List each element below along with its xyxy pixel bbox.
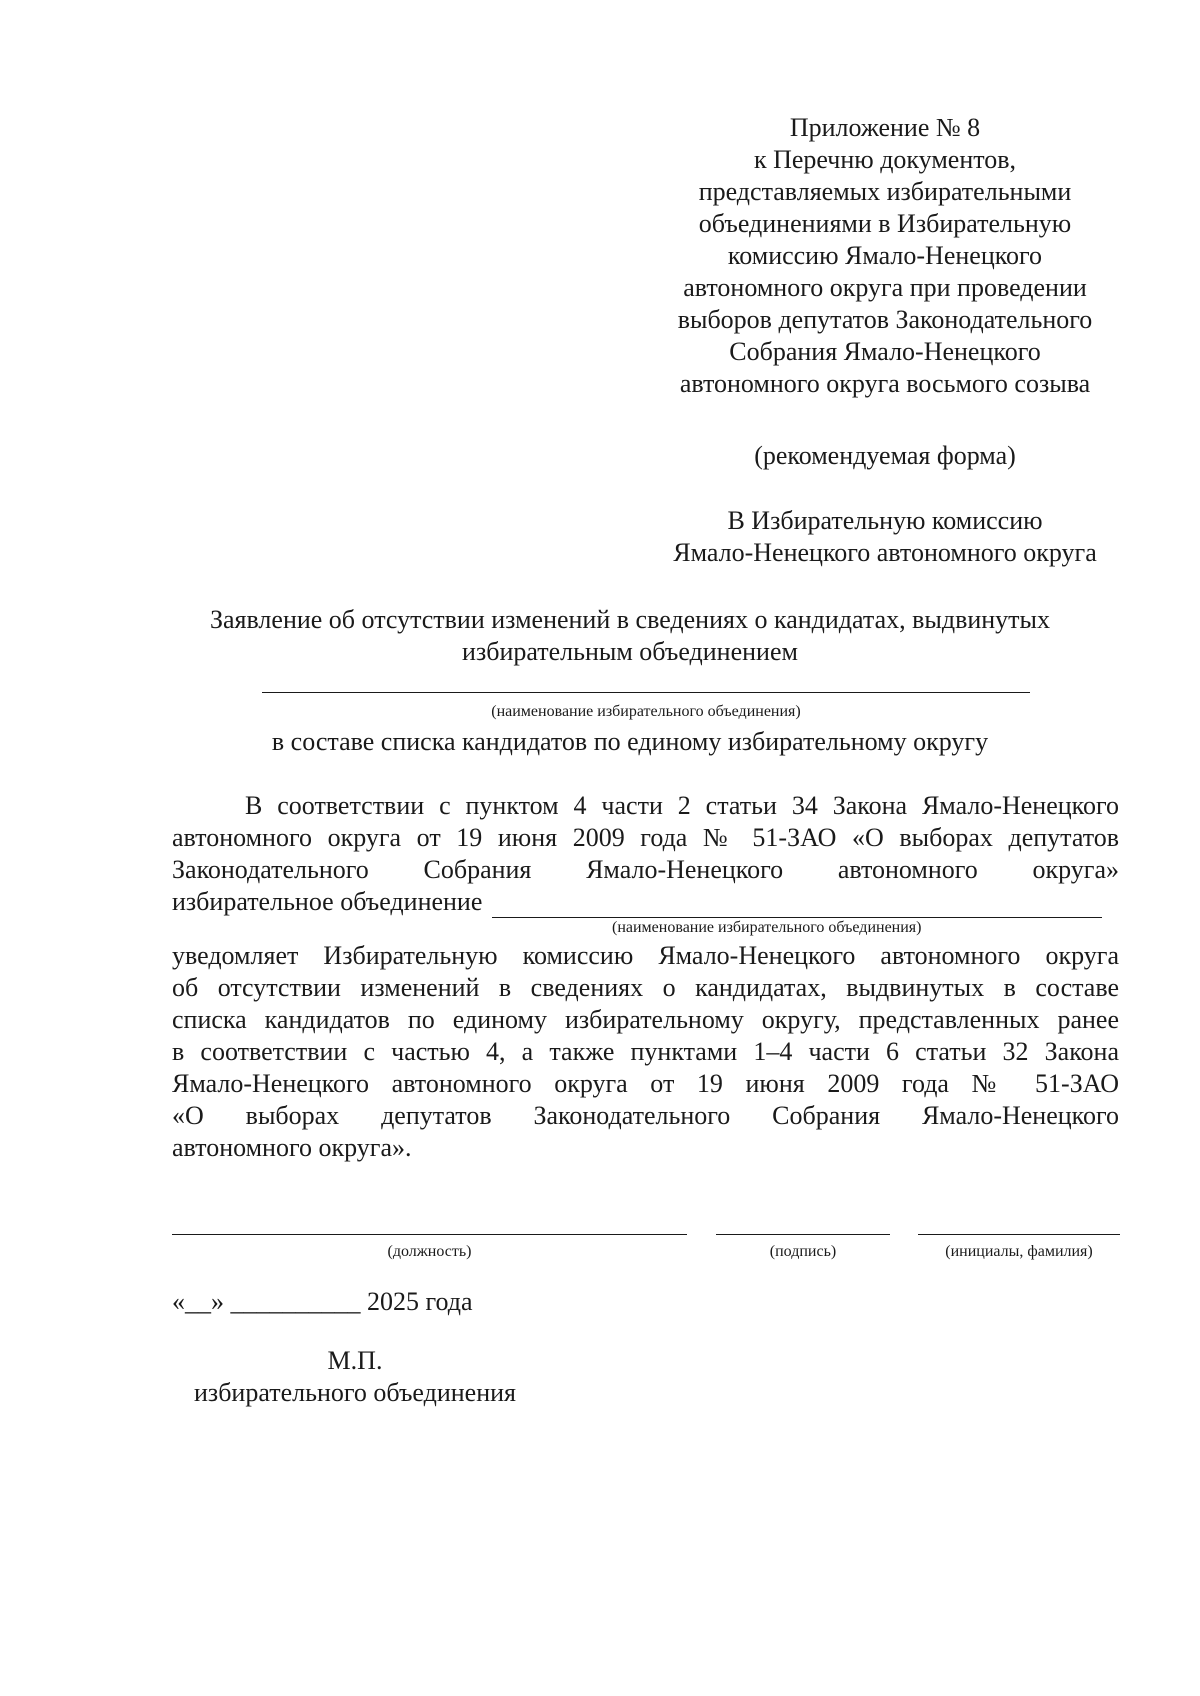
organization-inline-label: избирательное объединение bbox=[172, 887, 483, 916]
appendix-line: Приложение № 8 bbox=[789, 113, 981, 142]
date-field[interactable]: «__» __________ 2025 года bbox=[172, 1287, 473, 1316]
stamp-placeholder bbox=[170, 1345, 540, 1409]
organization-inline-row bbox=[172, 886, 1119, 918]
body-line: «О выборах депутатов Законодательного Собрания Ямало-Ненецкого bbox=[172, 1101, 1119, 1130]
appendix-line: автономного округа восьмого созыва bbox=[679, 369, 1091, 398]
appendix-line: автономного округа при проведении bbox=[683, 273, 1087, 302]
organization-name-caption: (наименование избирательного объединения) bbox=[491, 703, 801, 720]
statement-body bbox=[172, 790, 1119, 1164]
appendix-line: Собрания Ямало-Ненецкого bbox=[729, 337, 1041, 366]
appendix-line: выборов депутатов Законодательного bbox=[677, 305, 1093, 334]
list-subtitle: в составе списка кандидатов по единому избирательному округу bbox=[271, 727, 989, 756]
body-line: списка кандидатов по единому избирательному округу, представленных ранее bbox=[172, 1005, 1119, 1034]
body-line: Законодательного Собрания Ямало-Ненецкого автономного округа» bbox=[172, 855, 1119, 884]
signature-caption: (подпись) bbox=[769, 1243, 837, 1260]
organization-inline-caption: (наименование избирательного объединения) bbox=[612, 919, 922, 936]
body-line: автономного округа от 19 июня 2009 года № 51-ЗАО «О выборах депутатов bbox=[172, 823, 1119, 852]
body-line: В соответствии с пунктом 4 части 2 статьи 34 Закона Ямало-Ненецкого bbox=[245, 791, 1119, 820]
addressee-line: В Избирательную комиссию bbox=[727, 506, 1043, 535]
recommended-form-note: (рекомендуемая форма) bbox=[754, 441, 1016, 470]
body-line: Ямало-Ненецкого автономного округа от 19 июня 2009 года № 51-ЗАО bbox=[172, 1069, 1119, 1098]
appendix-line: объединениями в Избирательную bbox=[698, 209, 1072, 238]
position-caption: (должность) bbox=[387, 1243, 472, 1260]
full-name-blank[interactable] bbox=[918, 1234, 1120, 1235]
addressee-line: Ямало-Ненецкого автономного округа bbox=[673, 538, 1097, 567]
signature-blank[interactable] bbox=[716, 1234, 890, 1235]
organization-inline-blank[interactable] bbox=[492, 893, 1102, 918]
full-name-caption: (инициалы, фамилия) bbox=[945, 1243, 1093, 1260]
title-line: Заявление об отсутствии изменений в сведениях о кандидатах, выдвинутых bbox=[209, 605, 1051, 634]
body-line: в соответствии с частью 4, а также пунктами 1–4 части 6 статьи 32 Закона bbox=[172, 1037, 1119, 1066]
body-line: автономного округа». bbox=[172, 1133, 412, 1162]
body-line: уведомляет Избирательную комиссию Ямало-Ненецкого автономного округа bbox=[172, 941, 1119, 970]
stamp-line: избирательного объединения bbox=[194, 1378, 516, 1407]
appendix-line: комиссию Ямало-Ненецкого bbox=[727, 241, 1043, 270]
appendix-line: представляемых избирательными bbox=[698, 177, 1072, 206]
appendix-line: к Перечню документов, bbox=[753, 145, 1017, 174]
document-title bbox=[150, 604, 1110, 668]
organization-name-blank[interactable] bbox=[262, 692, 1030, 693]
stamp-line: М.П. bbox=[327, 1346, 383, 1375]
body-line: об отсутствии изменений в сведениях о кандидатах, выдвинутых в составе bbox=[172, 973, 1119, 1002]
addressee bbox=[590, 505, 1180, 569]
title-line: избирательным объединением bbox=[462, 637, 798, 666]
position-blank[interactable] bbox=[172, 1234, 687, 1235]
appendix-header bbox=[640, 112, 1130, 400]
